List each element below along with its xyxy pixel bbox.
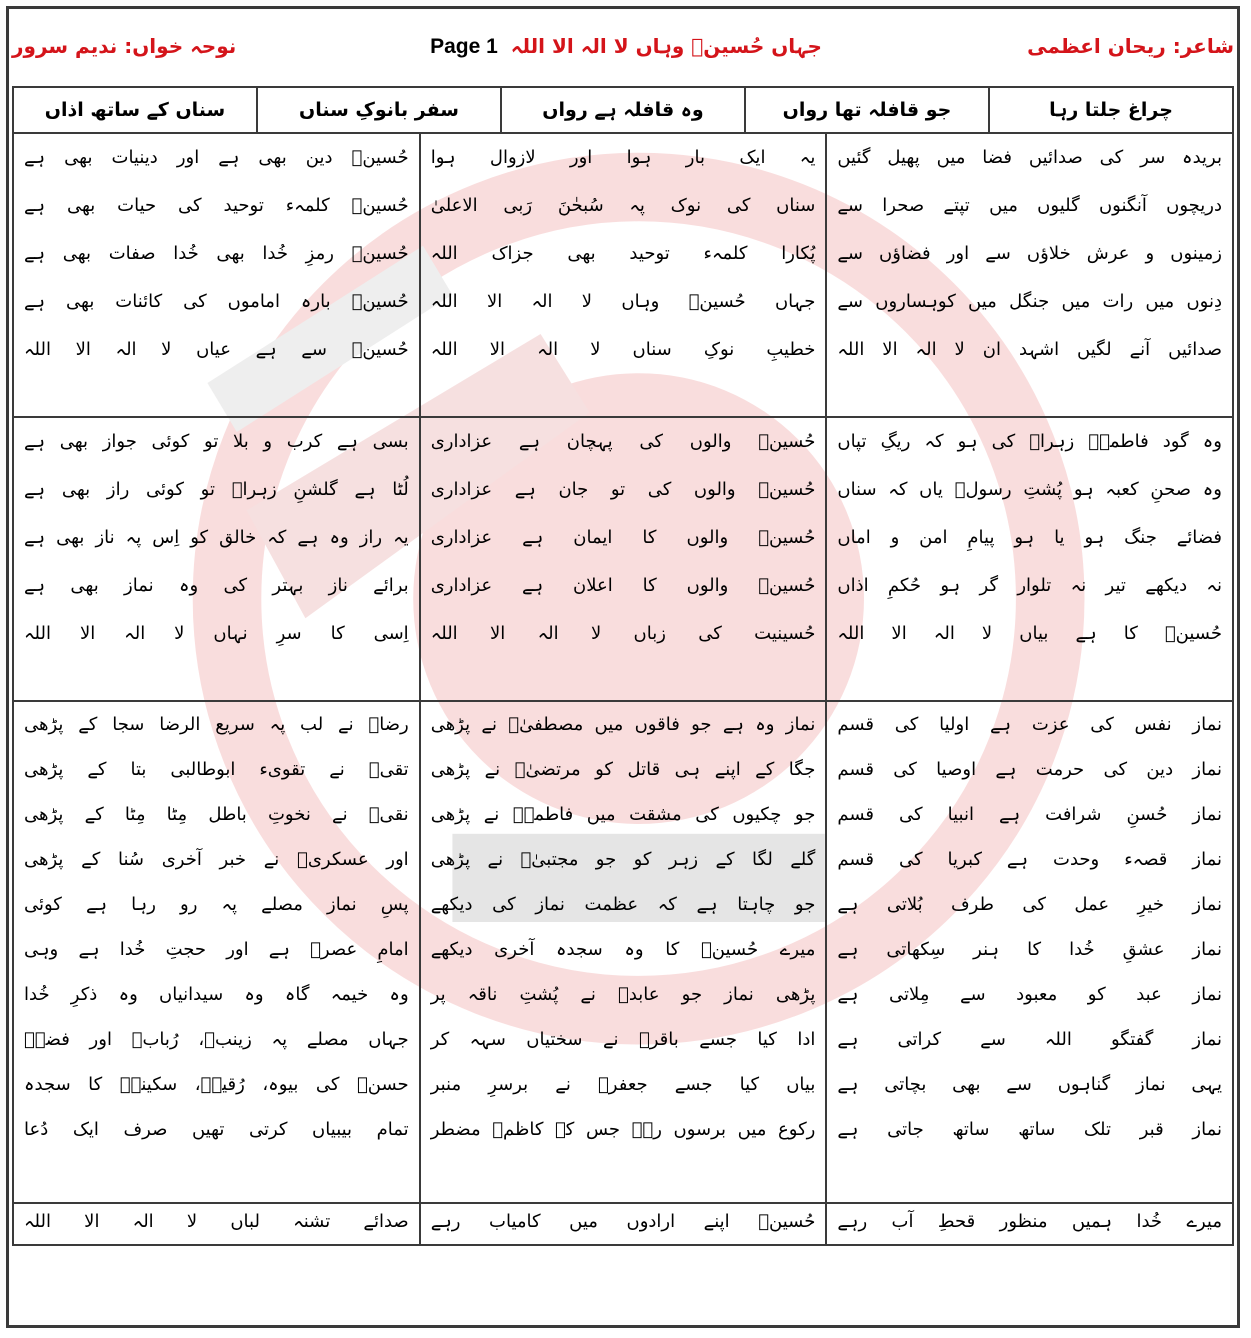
stanza-cell [826,417,1233,701]
verse-line: نقیؑ نے نخوتِ باطل مِٹا مِٹا کے پڑھی [24,804,409,825]
stanza-row [13,417,1233,701]
verse-line: تقیؑ نے تقویء ابوطالبی بتا کے پڑھی [24,759,409,780]
verse-line: یہ راز وہ ہے کہ خالق کو اِس پہ ناز بھی ہے [24,527,409,548]
verse-line: یہ ایک بار ہوا اور لازوال ہوا [430,147,816,168]
stanza-row [13,701,1233,1203]
verse-line: نماز حُسنِ شرافت ہے انبیا کی قسم [837,804,1222,825]
stanza-cell [13,701,420,1203]
verse-line: نماز دین کی حرمت ہے اوصیا کی قسم [837,759,1222,780]
stanza-cell [826,133,1233,417]
verse-line: حُسینؑ کا ہے بیاں لا الہ الا اللہ [837,623,1222,644]
verse-line: حُسینؑ والوں کی تو جان ہے عزاداری [430,479,816,500]
header [12,34,1234,86]
verse-line: پسِ نماز مصلے پہ رو رہا ہے کوئی [24,894,409,915]
verse-line: حُسینؑ والوں کا ایمان ہے عزاداری [430,527,816,548]
verse-line: نماز گفتگو اللہ سے کراتی ہے [837,1029,1222,1050]
verse-line: اور عسکریؑ نے خبر آخری سُنا کے پڑھی [24,849,409,870]
subtitle-cell: جو قافلہ تھا رواں [745,87,989,133]
verse-line: جہاں مصلے پہ زینبؑ، رُبابؑ اور فضہؑ [24,1029,409,1050]
verse-line: حُسینؑ والوں کی پہچان ہے عزاداری [430,431,816,452]
verse-line: نماز وہ ہے جو فاقوں میں مصطفیٰؐ نے پڑھی [430,714,816,735]
verse-line: صدائیں آنے لگیں اشہد ان لا الہ الا اللہ [837,339,1222,360]
verse-line: امامِ عصرؑ ہے اور حجتِ خُدا ہے وہی [24,939,409,960]
stanza-row [13,133,1233,417]
verse-line: خطیبِ نوکِ سناں لا الہ الا اللہ [430,339,816,360]
lyrics-table [12,132,1234,1246]
verse-line: حُسینؑ رمزِ خُدا بھی خُدا صفات بھی ہے [24,243,409,264]
verse-line: زمینوں و عرش خلاؤں سے اور فضاؤں سے [837,243,1222,264]
verse-line: یہی نماز گناہوں سے بھی بچاتی ہے [837,1074,1222,1095]
verse-line: حُسینؑ اپنے ارادوں میں کامیاب رہے [430,1211,816,1232]
verse-line: گلے لگا کے زہر کو جو مجتبیٰؑ نے پڑھی [430,849,816,870]
verse-line: سناں کی نوک پہ سُبحٰنَ رَبی الاعلیٰ [430,195,816,216]
poet-name: شاعر: ریحان اعظمی [1027,34,1234,58]
verse-line: جگا کے اپنے ہی قاتل کو مرتضیٰؑ نے پڑھی [430,759,816,780]
subtitle-cell: وہ قافلہ ہے رواں [501,87,745,133]
reciter-name: نوحہ خواں: ندیم سرور [12,34,237,58]
page-title [424,34,822,59]
stanza-cell [13,417,420,701]
subtitle-row [12,86,1234,134]
verse-line: حُسینؑ والوں کا اعلان ہے عزاداری [430,575,816,596]
stanza-cell [420,133,827,417]
verse-line: حسنؑ کی بیوہ، رُقیہؑ، سکینہؑ کا سجدہ [24,1074,409,1095]
verse-line: حُسینؑ بارہ اماموں کی کائنات بھی ہے [24,291,409,312]
verse-line: فضائے جنگ ہو یا ہو پیامِ امن و اماں [837,527,1222,548]
verse-line: جو چکیوں کی مشقت میں فاطمہؑ نے پڑھی [430,804,816,825]
verse-line: نماز نفس کی عزت ہے اولیا کی قسم [837,714,1222,735]
verse-line: ادا کیا جسے باقرؑ نے سختیاں سہہ کر [430,1029,816,1050]
verse-line: میرے خُدا ہمیں منظور قحطِ آب رہے [837,1211,1222,1232]
verse-line: نماز قصہء وحدت ہے کبریا کی قسم [837,849,1222,870]
stanza-cell [13,1203,420,1245]
verse-line: نماز عشقِ خُدا کا ہنر سِکھاتی ہے [837,939,1222,960]
verse-line: تمام بیبیاں کرتی تھیں صرف ایک دُعا [24,1119,409,1140]
stanza-cell [420,417,827,701]
stanza-cell [826,1203,1233,1245]
verse-line: صدائے تشنہ لباں لا الہ الا اللہ [24,1211,409,1232]
subtitle-cell: چراغ جلتا رہا [989,87,1233,133]
verse-line: بسی ہے کرب و بلا تو کوئی جواز بھی ہے [24,431,409,452]
verse-line: نماز خیرِ عمل کی طرف بُلاتی ہے [837,894,1222,915]
verse-line: جو چاہتا ہے کہ عظمت نماز کی دیکھے [430,894,816,915]
subtitle-cell: سناں کے ساتھ اذاں [13,87,257,133]
stanza-cell [13,133,420,417]
verse-line: نہ دیکھے تیر نہ تلوار گر ہو حُکمِ اذاں [837,575,1222,596]
verse-line: حُسینؑ دین بھی ہے اور دینیات بھی ہے [24,147,409,168]
verse-line: وہ صحنِ کعبہ ہو پُشتِ رسولؐ یاں کہ سناں [837,479,1222,500]
verse-line: نماز قبر تلک ساتھ ساتھ جاتی ہے [837,1119,1222,1140]
verse-line: بیاں کیا جسے جعفرؑ نے برسرِ منبر [430,1074,816,1095]
stanza-cell [826,701,1233,1203]
title-text: جہاں حُسینؑ وہاں لا الہ الا اللہ [510,34,822,58]
page-number: Page 1 [430,35,498,58]
verse-line: پُکارا کلمہء توحید بھی جزاک اللہ [430,243,816,264]
verse-line: دِنوں میں رات میں جنگل میں کوہساروں سے [837,291,1222,312]
verse-line: برائے ناز بہتر کی وہ نماز بھی ہے [24,575,409,596]
verse-line: حُسینؑ سے ہے عیاں لا الہ الا اللہ [24,339,409,360]
verse-line: پڑھی نماز جو عابدؑ نے پُشتِ ناقہ پر [430,984,816,1005]
verse-line: حُسینؑ کلمہء توحید کی حیات بھی ہے [24,195,409,216]
verse-line: میرے حُسینؑ کا وہ سجدہ آخری دیکھے [430,939,816,960]
verse-line: رکوع میں برسوں رہے جس کے کاظمؑ مضطر [430,1119,816,1140]
verse-line: نماز عبد کو معبود سے مِلاتی ہے [837,984,1222,1005]
verse-line: وہ خیمہ گاہ وہ سیدانیاں وہ ذکرِ خُدا [24,984,409,1005]
stanza-cell [420,701,827,1203]
verse-line: اِسی کا سرِ نہاں لا الہ الا اللہ [24,623,409,644]
stanza-row [13,1203,1233,1245]
verse-line: جہاں حُسینؑ وہاں لا الہ الا اللہ [430,291,816,312]
stanza-cell [420,1203,827,1245]
verse-line: لُٹا ہے گلشنِ زہراؑ تو کوئی راز بھی ہے [24,479,409,500]
verse-line: رضاؑ نے لب پہ سریع الرضا سجا کے پڑھی [24,714,409,735]
verse-line: دریچوں آنگنوں گلیوں میں تپتے صحرا سے [837,195,1222,216]
verse-line: حُسینیت کی زباں لا الہ الا اللہ [430,623,816,644]
verse-line: وہ گود فاطمہؑ زہراؑ کی ہو کہ ریگِ تپاں [837,431,1222,452]
subtitle-cell: سفر بانوکِ سناں [257,87,501,133]
verse-line: بریدہ سر کی صدائیں فضا میں پھیل گئیں [837,147,1222,168]
